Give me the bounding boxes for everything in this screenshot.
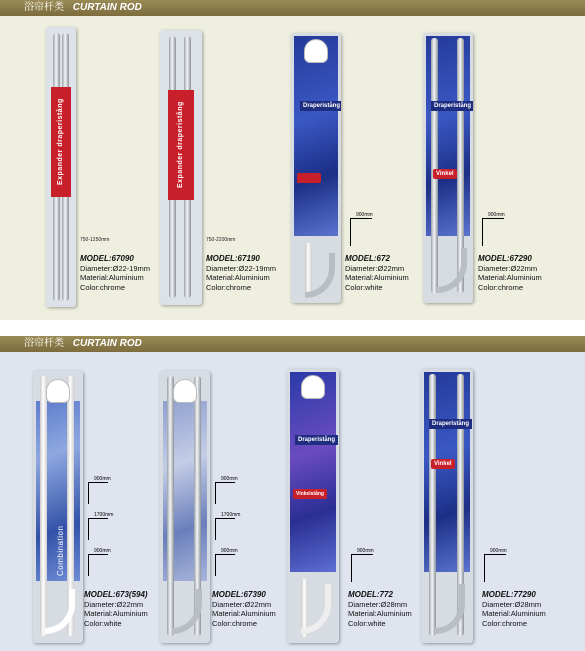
header-english: CURTAIN ROD [72,2,142,13]
section-divider [0,320,585,336]
product-spec [348,590,412,628]
product-package [421,369,473,643]
model-number: MODEL:77290 [482,590,536,599]
dimension-label: 900mm [94,476,111,482]
dimension-label: 1700mm [221,512,241,518]
product-package [287,369,339,643]
header-english: CURTAIN ROD [72,338,142,349]
material-text: Material:Aluminium [478,273,542,282]
product-spec [478,254,542,292]
diameter-text: Diameter:Ø28mm [482,599,542,609]
dimension-diagram [350,212,380,248]
model-number: MODEL:673(594) [84,590,148,599]
diameter-text: Diameter:Ø22mm [478,263,538,273]
diameter-text: Diameter:Ø22mm [84,599,144,609]
dimension-label: 900mm [221,548,238,554]
dimension-label: 900mm [357,548,374,554]
color-text: Color:white [348,618,386,628]
model-number: MODEL:67290 [478,254,532,263]
material-text: Material:Aluminium [84,609,148,618]
product-package [423,33,473,303]
product-spec [206,254,276,292]
dimension-diagram [88,512,118,542]
section-bottom [0,336,585,651]
material-text: Material:Aluminium [80,273,144,282]
dimension-diagram [215,476,245,506]
header-chinese: 浴帘杆类 [24,338,64,349]
hook-image [301,584,331,634]
bracket-image [46,379,70,403]
product-band: Expander draperistång [168,90,194,200]
product-spec [482,590,546,628]
diameter-text: Diameter:Ø28mm [348,599,408,609]
dimension-diagram [215,512,245,542]
card-text: Combination [56,525,65,577]
diameter-text: Diameter:Ø22mm [345,263,405,273]
material-text: Material:Aluminium [212,609,276,618]
dimension-diagram [484,548,514,584]
product-spec [84,590,148,628]
color-text: Color:white [345,282,383,292]
diameter-text: Diameter:Ø22-19mm [206,263,277,273]
dimension-diagram [482,212,512,248]
model-number: MODEL:772 [348,590,393,599]
dimension-label: 1700mm [94,512,114,518]
dimension-label: 900mm [488,212,505,218]
product-tag: Vinkel [431,459,455,469]
section-top [0,0,585,320]
dimension-diagram [215,548,245,578]
section-header [0,336,585,352]
product-spec [80,254,150,292]
product-tag [297,173,321,183]
dimension-label: 900mm [221,476,238,482]
material-text: Material:Aluminium [348,609,412,618]
bracket-image [173,379,197,403]
product-label: Draperistång [300,101,341,111]
diameter-text: Diameter:Ø22mm [212,599,272,609]
product-spec [345,254,409,292]
header-chinese: 浴帘杆类 [24,2,64,13]
color-text: Color:chrome [206,282,252,292]
product-package [46,27,76,307]
product-tag: Vinkelstång [293,489,327,499]
model-number: MODEL:67390 [212,590,266,599]
bracket-image [304,39,328,63]
diameter-text: Diameter:Ø22-19mm [80,263,151,273]
color-text: Color:white [84,618,122,628]
range-label: 750-2200mm [206,237,236,243]
dimension-diagram [88,476,118,506]
product-package [160,371,210,643]
product-tag: Vinkel [433,169,457,179]
dimension-label: 900mm [356,212,373,218]
material-text: Material:Aluminium [482,609,546,618]
hook-image [305,253,335,298]
product-package [33,371,83,643]
model-number: MODEL:67090 [80,254,134,263]
product-label: Draperistång [429,419,472,429]
product-package [160,30,202,305]
model-number: MODEL:67190 [206,254,260,263]
dimension-label: 900mm [490,548,507,554]
color-text: Color:chrome [80,282,126,292]
product-package [291,33,341,303]
card-background [290,372,336,572]
product-label: Draperistång [295,435,338,445]
card-background [294,36,338,236]
dimension-label: 900mm [94,548,111,554]
material-text: Material:Aluminium [345,273,409,282]
model-number: MODEL:672 [345,254,390,263]
product-band: Expander draperistång [51,87,71,197]
dimension-diagram [351,548,381,584]
color-text: Color:chrome [482,618,528,628]
product-spec [212,590,276,628]
product-label: Draperistång [431,101,473,111]
range-label: 750-1250mm [80,237,110,243]
dimension-diagram [88,548,118,578]
material-text: Material:Aluminium [206,273,270,282]
color-text: Color:chrome [478,282,524,292]
color-text: Color:chrome [212,618,258,628]
section-header [0,0,585,16]
bracket-image [301,375,325,399]
